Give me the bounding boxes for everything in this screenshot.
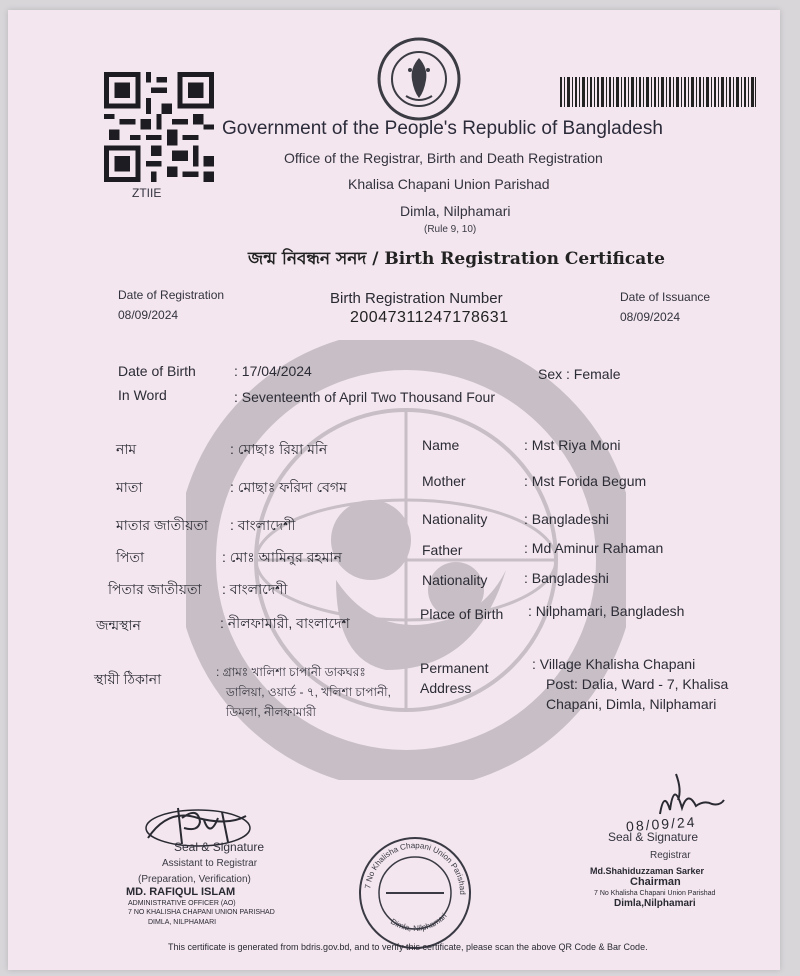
date-of-issuance-value: 08/09/2024 (620, 310, 681, 324)
certificate-title: জন্ম নিবন্ধন সনদ / Birth Registration Certificate (248, 249, 665, 269)
svg-text:7 No Khalisha Chapani Union Pa (363, 841, 467, 895)
bn-father-nationality-label: পিতার জাতীয়তা (108, 581, 202, 597)
registration-number-value: 20047311247178631 (350, 309, 509, 326)
en-father-nationality-value: : Bangladeshi (524, 570, 609, 586)
bn-address-line-3: ডিমলা, নীলফামারী (226, 705, 316, 719)
right-place: Dimla,Nilphamari (614, 898, 696, 909)
en-mother-nationality-value: : Bangladeshi (524, 511, 609, 527)
office-title: Office of the Registrar, Birth and Death Registration (284, 150, 603, 166)
en-birthplace-value: : Nilphamari, Bangladesh (528, 603, 685, 619)
bn-father-value: : মোঃ আমিনুর রহমান (222, 549, 342, 565)
in-word-label: In Word (118, 387, 167, 403)
left-seal-label: Seal & Signature (174, 840, 265, 854)
certificate-paper (8, 10, 780, 970)
registrar-signature (652, 770, 732, 820)
government-emblem-icon (376, 36, 462, 122)
bn-address-line-2: ডালিয়া, ওয়ার্ড - ৭, খলিশা চাপানী, (226, 685, 391, 699)
footer-note: This certificate is generated from bdris.gov.bd, and to verify this certificate, please scan the above QR Code & Bar Code. (168, 942, 648, 952)
en-address-line-2: Post: Dalia, Ward - 7, Khalisa (546, 676, 729, 692)
left-place: DIMLA, NILPHAMARI (148, 919, 217, 926)
location-name: Dimla, Nilphamari (400, 203, 511, 219)
date-of-registration-value: 08/09/2024 (118, 308, 179, 322)
en-name-value: : Mst Riya Moni (524, 437, 621, 453)
in-word-value: : Seventeenth of April Two Thousand Four (234, 389, 495, 405)
en-address-label-1: Permanent (420, 660, 489, 676)
left-role: Assistant to Registrar (162, 858, 258, 869)
seal-text-top: 7 No Khalisha Chapani Union Parishad (363, 840, 468, 895)
union-parishad-seal (356, 834, 474, 952)
en-father-label: Father (422, 542, 463, 558)
en-mother-label: Mother (422, 473, 466, 489)
bn-mother-nationality-value: : বাংলাদেশী (230, 517, 296, 533)
bn-father-label: পিতা (116, 549, 145, 565)
government-title: Government of the People's Republic of Bangladesh (222, 118, 663, 139)
en-birthplace-label: Place of Birth (420, 606, 504, 622)
right-office: 7 No Khalisha Chapani Union Parishad (594, 890, 716, 897)
left-office: 7 NO KHALISHA CHAPANI UNION PARISHAD (128, 909, 275, 916)
bn-birthplace-label: জন্মস্থান (96, 617, 141, 633)
bn-address-line-1: : গ্রামঃ খালিশা চাপানী ডাকঘরঃ (216, 665, 366, 679)
rule-text: (Rule 9, 10) (424, 224, 477, 235)
left-name: MD. RAFIQUL ISLAM (126, 886, 236, 898)
dob-label: Date of Birth (118, 363, 196, 379)
date-of-issuance-label: Date of Issuance (620, 290, 711, 304)
en-address-line-3: Chapani, Dimla, Nilphamari (546, 696, 717, 712)
qr-code (104, 72, 214, 182)
registration-number-label: Birth Registration Number (330, 290, 503, 307)
bn-address-label: স্থায়ী ঠিকানা (94, 671, 162, 687)
en-mother-value: : Mst Forida Begum (524, 473, 647, 489)
left-designation: ADMINISTRATIVE OFFICER (AO) (128, 900, 236, 907)
right-role: Registrar (650, 850, 691, 861)
right-seal-label: Seal & Signature (608, 830, 699, 844)
en-father-nationality-label: Nationality (422, 572, 488, 588)
left-sub-role: (Preparation, Verification) (138, 874, 251, 885)
bn-mother-label: মাতা (116, 479, 143, 495)
bn-birthplace-value: : নীলফামারী, বাংলাদেশ (220, 615, 350, 631)
bn-name-label: নাম (116, 441, 137, 457)
en-address-label-2: Address (420, 680, 472, 696)
bn-name-value: : মোছাঃ রিয়া মনি (230, 441, 328, 457)
bn-mother-nationality-label: মাতার জাতীয়তা (116, 517, 208, 533)
bn-father-nationality-value: : বাংলাদেশী (222, 581, 288, 597)
en-father-value: : Md Aminur Rahaman (524, 540, 664, 556)
svg-text:Dimla, Nilphamari (389, 911, 449, 933)
seal-text-bottom: Dimla, Nilphamari (388, 911, 449, 933)
sex-value: Sex : Female (538, 366, 621, 382)
en-name-label: Name (422, 437, 460, 453)
barcode (560, 77, 756, 107)
en-mother-nationality-label: Nationality (422, 511, 488, 527)
dob-value: : 17/04/2024 (234, 363, 312, 379)
right-title: Chairman (630, 876, 681, 888)
qr-code-label: ZTIIE (132, 186, 162, 200)
right-name: Md.Shahiduzzaman Sarker (590, 866, 705, 876)
handwritten-date: 08/09/24 (625, 813, 697, 835)
en-address-line-1: : Village Khalisha Chapani (532, 656, 696, 672)
date-of-registration-label: Date of Registration (118, 288, 225, 302)
union-name: Khalisa Chapani Union Parishad (348, 176, 550, 192)
bn-mother-value: : মোছাঃ ফরিদা বেগম (230, 479, 347, 495)
